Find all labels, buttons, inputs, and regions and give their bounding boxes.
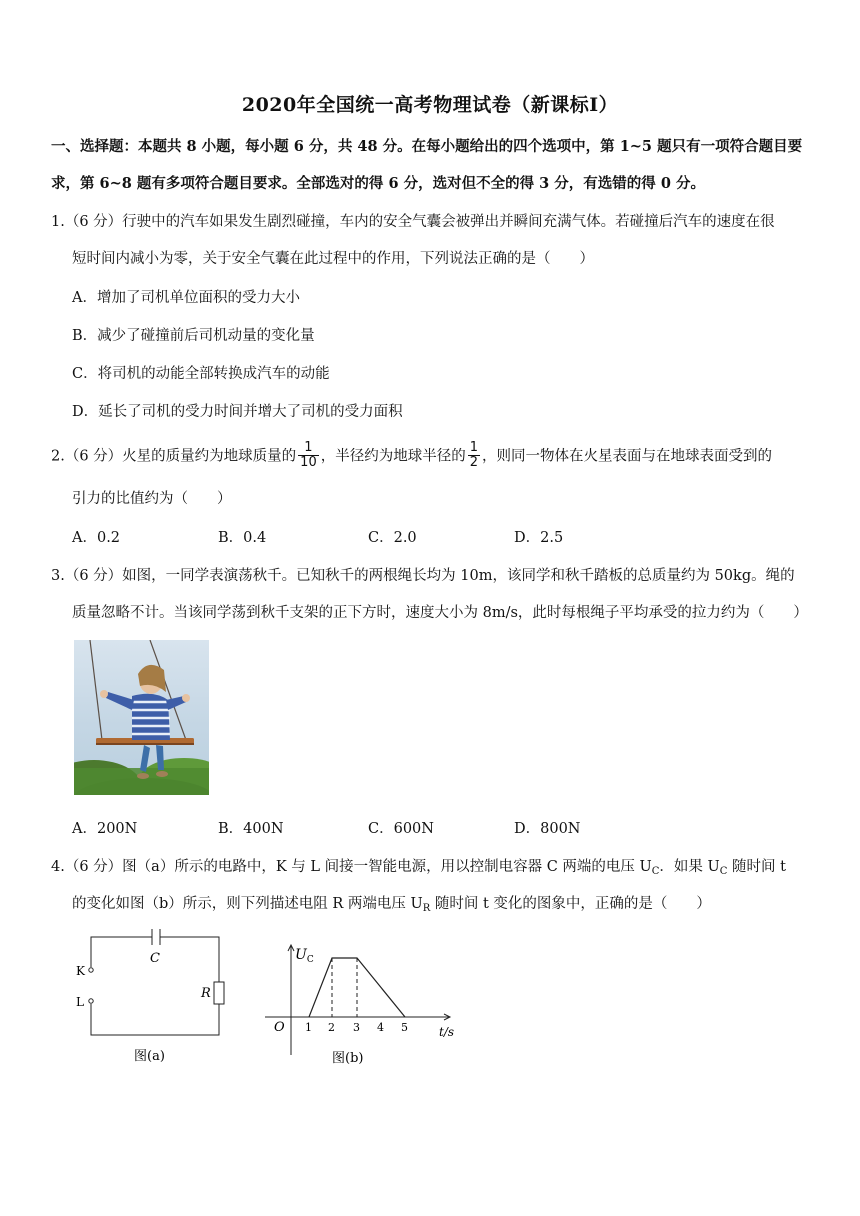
question-3-line1: 3.（6 分）如图，一同学表演荡秋千。已知秋千的两根绳长均为 10m，该同学和秋千踏板的总质量约为 50kg。绳的 — [51, 568, 795, 584]
question-2-option-d: D．2.5 — [514, 530, 564, 546]
figure-b-caption: 图(b) — [332, 1051, 364, 1066]
question-3-option-d: D．800N — [514, 821, 581, 837]
question-4-line2 — [72, 894, 711, 919]
tick-label-3: 3 — [353, 1021, 360, 1034]
origin-label: O — [274, 1020, 285, 1035]
subscript-c: C — [651, 866, 660, 877]
fraction-one-half — [468, 441, 480, 470]
question-2-text-part2: ，半径约为地球半径的 — [320, 448, 466, 465]
circuit-diagram — [70, 925, 240, 1075]
question-2-line1 — [51, 442, 772, 471]
question-1-line1: 1.（6 分）行驶中的汽车如果发生剧烈碰撞，车内的安全气囊会被弹出并瞬间充满气体。若碰撞后汽车的速度在很 — [51, 214, 775, 230]
label-r: R — [201, 986, 211, 1001]
swing-illustration — [74, 640, 209, 795]
question-2-text-part3: ，则同一物体在火星表面与在地球表面受到的 — [482, 448, 772, 465]
section-instructions-line1: 一、选择题：本题共 8 小题，每小题 6 分，共 48 分。在每小题给出的四个选项中，第 1~5 题只有一项符合题目要 — [51, 138, 803, 155]
tick-label-4: 4 — [377, 1021, 384, 1034]
question-4-text-e: 随时间 t 变化的图象中，正确的是（ ） — [430, 896, 711, 912]
section-instructions-line2: 求，第 6~8 题有多项符合题目要求。全部选对的得 6 分，选对但不全的得 3 分，有选错的得 0 分。 — [51, 175, 705, 192]
label-k: K — [76, 964, 85, 978]
question-3-option-c: C．600N — [368, 821, 434, 837]
fraction-denominator: 10 — [300, 455, 317, 470]
question-3-line2: 质量忽略不计。当该同学荡到秋千支架的正下方时，速度大小为 8m/s，此时每根绳子平均承受的拉力约为（ ） — [72, 605, 808, 621]
question-1-option-b: B．减少了碰撞前后司机动量的变化量 — [72, 328, 315, 344]
question-1-option-d: D．延长了司机的受力时间并增大了司机的受力面积 — [72, 404, 403, 420]
tick-label-1: 1 — [305, 1021, 312, 1034]
uc-time-graph — [260, 935, 470, 1070]
label-c: C — [150, 951, 160, 966]
question-4-text-a: 4.（6 分）图（a）所示的电路中，K 与 L 间接一智能电源，用以控制电容器 C 两端的电压 U — [51, 859, 652, 875]
question-2-option-a: A．0.2 — [72, 530, 121, 546]
question-1-option-a: A．增加了司机单位面积的受力大小 — [72, 290, 300, 306]
subscript-r: R — [422, 903, 431, 914]
question-2-option-b: B．0.4 — [218, 530, 267, 546]
question-1-line2: 短时间内减小为零，关于安全气囊在此过程中的作用，下列说法正确的是（ ） — [72, 251, 594, 267]
question-2-option-c: C．2.0 — [368, 530, 417, 546]
fraction-numerator: 1 — [298, 441, 319, 456]
swing-photo — [74, 640, 209, 795]
fraction-one-tenth — [298, 441, 319, 470]
tick-label-5: 5 — [401, 1021, 408, 1034]
question-2-text-part1: 2.（6 分）火星的质量约为地球质量的 — [51, 448, 297, 465]
tick-label-2: 2 — [328, 1021, 335, 1034]
question-4-text-b: ．如果 U — [659, 859, 720, 875]
label-l: L — [76, 995, 84, 1009]
question-4-text-d: 的变化如图（b）所示，则下列描述电阻 R 两端电压 U — [72, 896, 423, 912]
subscript-c: C — [719, 866, 728, 877]
x-axis-label: t/s — [439, 1025, 455, 1039]
question-3-option-b: B．400N — [218, 821, 284, 837]
figure-a-caption: 图(a) — [134, 1049, 165, 1064]
question-1-option-c: C．将司机的动能全部转换成汽车的动能 — [72, 366, 330, 382]
question-4-line1 — [51, 857, 786, 882]
question-3-option-a: A．200N — [72, 821, 138, 837]
page-title: 2020年全国统一高考物理试卷（新课标Ⅰ） — [241, 94, 619, 116]
y-axis-label: $U_C$ — [295, 947, 314, 965]
question-2-line2: 引力的比值约为（ ） — [72, 491, 232, 507]
fraction-denominator: 2 — [469, 455, 478, 470]
question-4-text-c: 随时间 t — [727, 859, 786, 875]
fraction-numerator: 1 — [469, 440, 478, 455]
